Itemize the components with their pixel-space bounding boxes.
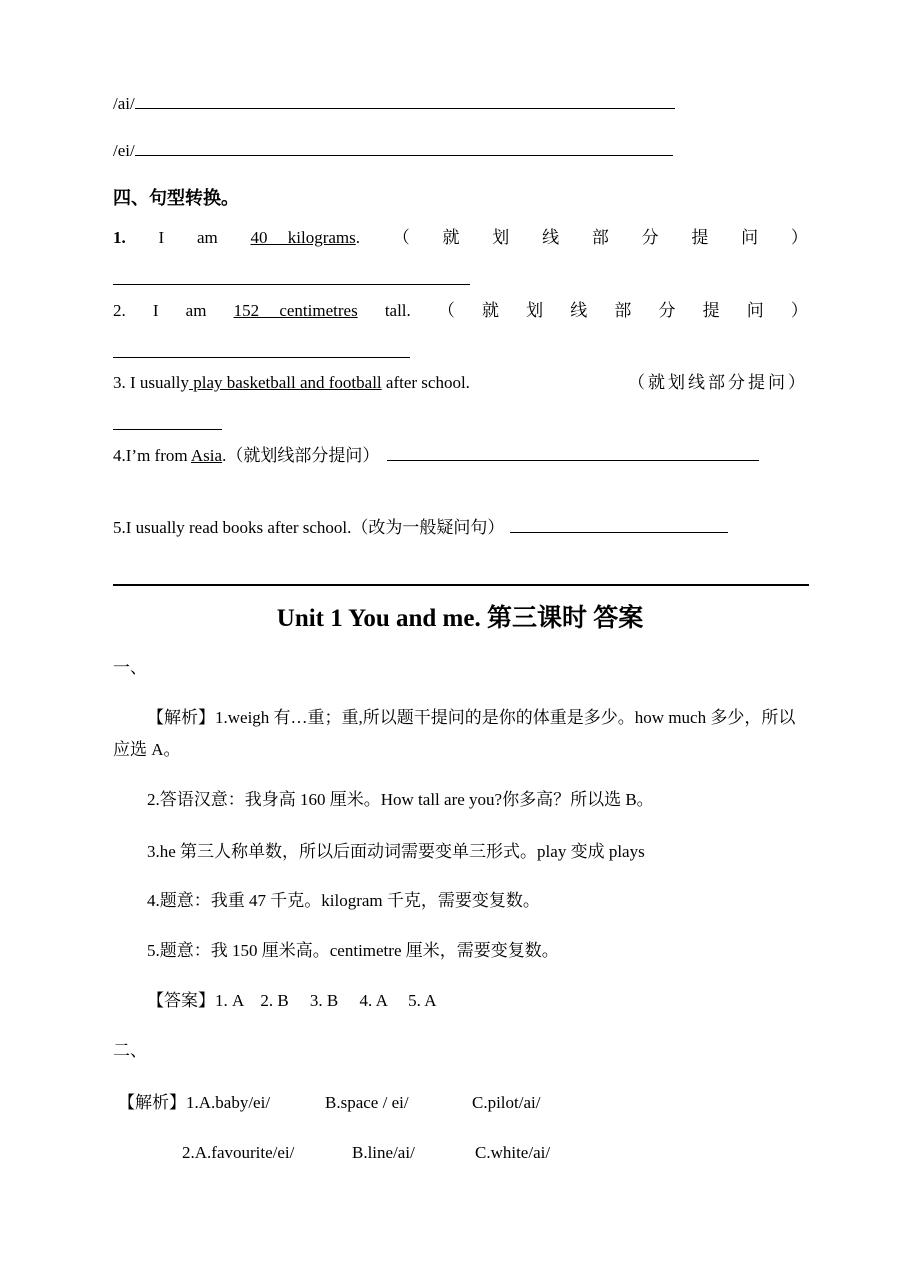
q1-word: I bbox=[158, 228, 165, 247]
q1-word: （ bbox=[392, 228, 410, 247]
blank-2 bbox=[113, 341, 410, 365]
question-5 bbox=[113, 516, 728, 540]
section4-heading: 四、句型转换。 bbox=[113, 188, 239, 208]
q1-word: am bbox=[196, 228, 218, 247]
divider bbox=[113, 584, 809, 586]
q2-word: 部 bbox=[614, 301, 632, 320]
q1-word: 1. bbox=[113, 228, 126, 247]
explanation-1b: 应选 A。 bbox=[113, 740, 181, 759]
answer-blank[interactable] bbox=[387, 444, 759, 461]
explanation-1a: 【解析】1.weigh 有…重；重,所以题干提问的是你的体重是多少。how much 多少，所以 bbox=[147, 708, 796, 727]
q4-pre: 4.I’m from bbox=[113, 446, 191, 465]
ai-line bbox=[113, 92, 675, 116]
answer-blank[interactable] bbox=[135, 92, 675, 109]
q4-underlined: Asia bbox=[190, 446, 223, 465]
q4-post: .（就划线部分提问） bbox=[222, 446, 380, 465]
r2-c: C.white/ai/ bbox=[475, 1143, 551, 1162]
part2-row-1 bbox=[118, 1091, 270, 1115]
r2-b: B.line/ai/ bbox=[352, 1143, 415, 1162]
q1-word: 提 bbox=[691, 228, 709, 247]
ei-label: /ei/ bbox=[113, 141, 135, 160]
q2-word: 线 bbox=[570, 301, 588, 320]
answer-blank[interactable] bbox=[113, 341, 410, 358]
question-4 bbox=[113, 444, 759, 468]
answers-title: Unit 1 You and me. 第三课时 答案 bbox=[276, 605, 644, 632]
q2-word: 提 bbox=[702, 301, 720, 320]
q1-word: 问 bbox=[741, 228, 759, 247]
q1-word: 40 kilograms bbox=[250, 228, 356, 247]
part1-label: 一、 bbox=[113, 658, 147, 677]
blank-3 bbox=[113, 413, 222, 437]
q3-post: after school. bbox=[381, 373, 470, 392]
explanation-2: 2.答语汉意：我身高 160 厘米。How tall are you?你多高？所以选 B。 bbox=[147, 790, 654, 809]
q2-word: 2. bbox=[113, 301, 126, 320]
q2-word: ） bbox=[790, 301, 808, 320]
part2-label: 二、 bbox=[113, 1041, 147, 1060]
answer-blank[interactable] bbox=[113, 413, 222, 430]
q2-word: 152 centimetres bbox=[233, 301, 358, 320]
q1-word: 分 bbox=[641, 228, 659, 247]
q5-text: 5.I usually read books after school.（改为一般疑问句） bbox=[113, 518, 505, 537]
answer-blank[interactable] bbox=[135, 139, 673, 156]
ai-label: /ai/ bbox=[113, 94, 135, 113]
blank-1 bbox=[113, 268, 470, 292]
q2-word: 就 bbox=[482, 301, 500, 320]
ei-line bbox=[113, 139, 673, 163]
q3-note: （就划线部分提问） bbox=[628, 373, 808, 392]
explanation-5: 5.题意：我 150 厘米高。centimetre 厘米，需要变复数。 bbox=[147, 941, 559, 960]
q2-word: 分 bbox=[658, 301, 676, 320]
r1-label: 【解析】1. bbox=[118, 1093, 199, 1112]
q2-word: 划 bbox=[526, 301, 544, 320]
q3-underlined: play basketball and football bbox=[189, 373, 382, 392]
question-2 bbox=[113, 299, 808, 323]
r1-b: B.space / ei/ bbox=[325, 1093, 409, 1112]
r2-a: 2.A.favourite/ei/ bbox=[182, 1143, 295, 1162]
r1-a: A.baby/ei/ bbox=[198, 1093, 271, 1112]
q3-text bbox=[113, 371, 470, 395]
q1-word: 就 bbox=[442, 228, 460, 247]
answer-blank[interactable] bbox=[510, 516, 728, 533]
answer-key: 【答案】1. A 2. B 3. B 4. A 5. A bbox=[147, 991, 437, 1010]
question-1 bbox=[113, 226, 808, 250]
q2-word: 问 bbox=[746, 301, 764, 320]
q2-word: tall. bbox=[384, 301, 411, 320]
explanation-3: 3.he 第三人称单数，所以后面动词需要变单三形式。play 变成 plays bbox=[147, 842, 645, 861]
q1-word: 划 bbox=[492, 228, 510, 247]
q2-word: （ bbox=[437, 301, 455, 320]
answer-blank[interactable] bbox=[113, 268, 470, 285]
q2-word: am bbox=[185, 301, 207, 320]
q1-answer-part bbox=[251, 226, 361, 250]
q1-word: ） bbox=[790, 228, 808, 247]
explanation-4: 4.题意：我重 47 千克。kilogram 千克，需要变复数。 bbox=[147, 891, 540, 910]
q2-word: I bbox=[152, 301, 159, 320]
r1-c: C.pilot/ai/ bbox=[472, 1093, 541, 1112]
q3-pre: 3. I usually bbox=[113, 373, 190, 392]
q1-word: 部 bbox=[591, 228, 609, 247]
q1-period: . bbox=[355, 228, 360, 247]
q1-word: 线 bbox=[542, 228, 560, 247]
question-3 bbox=[113, 371, 808, 395]
